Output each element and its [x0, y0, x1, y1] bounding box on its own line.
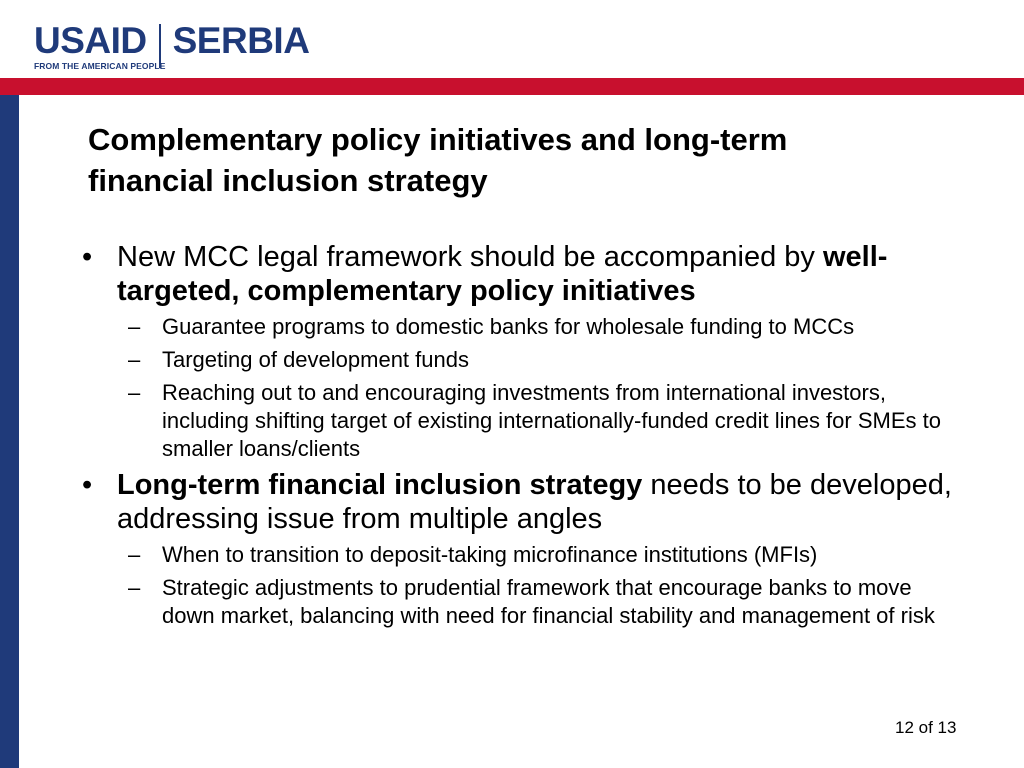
sub-bullet-item	[70, 379, 970, 463]
slide-title-line-2: financial inclusion strategy	[88, 163, 488, 198]
sub-bullet-text: Reaching out to and encouraging investments from international investors, including shifting target of existing internationally-funded credit lines for SMEs to smaller loans/clients	[162, 380, 941, 461]
sub-bullet-text: Strategic adjustments to prudential framework that encourage banks to move down market, balancing with need for financial stability and management of risk	[162, 575, 935, 628]
sub-bullet-item	[70, 574, 970, 630]
bullet-item	[70, 240, 970, 308]
sub-bullet-item	[70, 313, 970, 341]
slide-content	[70, 240, 970, 635]
header	[0, 0, 1024, 78]
sub-bullet-text: Guarantee programs to domestic banks for wholesale funding to MCCs	[162, 314, 855, 339]
bullet-text-regular: New MCC legal framework should be accompanied by	[117, 241, 823, 273]
slide-title	[88, 119, 968, 201]
dash-icon: –	[128, 347, 141, 372]
blue-side-band	[0, 95, 19, 768]
sub-bullet-item	[70, 541, 970, 569]
bullet-text-bold: Long-term financial inclusion strategy	[117, 469, 643, 501]
bullet-icon: •	[82, 241, 93, 273]
bullet-item	[70, 468, 970, 536]
page-number: 12 of 13	[895, 718, 957, 737]
sub-bullet-text: Targeting of development funds	[162, 347, 469, 372]
red-header-band	[0, 78, 1024, 95]
slide-title-line-1: Complementary policy initiatives and long-term	[88, 122, 788, 157]
sub-bullet-item	[70, 346, 970, 374]
bullet-text-tail: needs to be developed, addressing issue from multiple angles	[117, 469, 952, 535]
logo-tagline: FROM THE AMERICAN PEOPLE	[34, 61, 166, 71]
dash-icon: –	[128, 314, 141, 339]
logo-serbia-text: SERBIA	[172, 20, 310, 61]
bullet-text-bold: well-targeted, complementary policy initiatives	[117, 241, 888, 307]
bullet-text	[117, 468, 970, 536]
dash-icon: –	[128, 380, 141, 405]
sub-bullet-text: When to transition to deposit-taking microfinance institutions (MFIs)	[162, 542, 818, 567]
dash-icon: –	[128, 542, 141, 567]
usaid-serbia-logo	[34, 20, 310, 71]
bullet-text	[117, 240, 970, 308]
bullet-icon: •	[82, 469, 93, 501]
dash-icon: –	[128, 575, 141, 600]
logo-usaid-text: USAID	[34, 20, 147, 61]
